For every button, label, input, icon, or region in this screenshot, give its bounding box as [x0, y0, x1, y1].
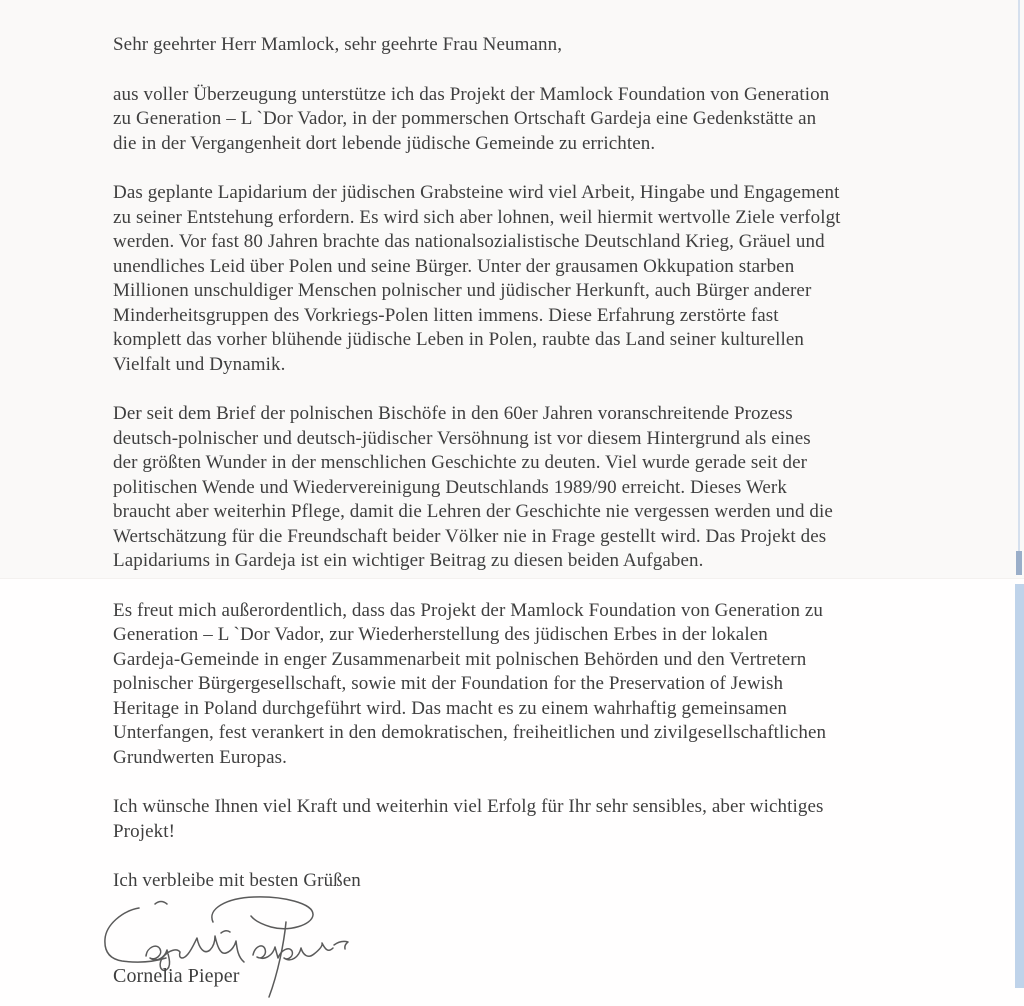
closing-line: Ich verbleibe mit besten Grüßen [113, 870, 361, 891]
body-line: Gardeja-Gemeinde in enger Zusammenarbeit mit polnischen Behörden und den Vertretern [113, 648, 807, 670]
body-line: zu seiner Entstehung erfordern. Es wird sich aber lohnen, weil hiermit wertvolle Ziele verfolgt [113, 206, 841, 228]
body-line: braucht aber weiterhin Pflege, damit die Lehren der Geschichte nie vergessen werden und die [113, 501, 833, 522]
body-line: Das geplante Lapidarium der jüdischen Grabsteine wird viel Arbeit, Hingabe und Engagement [113, 182, 840, 203]
salutation-line: Sehr geehrter Herr Mamlock, sehr geehrte Frau Neumann, [113, 34, 563, 55]
body-line: Lapidariums in Gardeja ist ein wichtiger Beitrag zu diesen beiden Aufgaben. [113, 550, 704, 571]
body-line: komplett das vorher blühende jüdische Leben in Polen, raubte das Land seiner kulturellen [113, 329, 805, 350]
closing-formula [113, 869, 928, 894]
paragraph-wunsch [113, 795, 928, 844]
body-line: unendliches Leid über Polen und seine Bürger. Unter der grausamen Okkupation starben [113, 255, 795, 277]
body-line: Wertschätzung für die Freundschaft beider Völker nie in Frage gestellt wird. Das Projekt des [113, 525, 827, 547]
body-line: die in der Vergangenheit dort lebende jüdische Gemeinde zu errichten. [113, 132, 656, 154]
scan-edge-line [1018, 0, 1020, 575]
body-line: polnischer Bürgergesellschaft, sowie mit der Foundation for the Preservation of Jewish [113, 673, 784, 694]
body-line: Unterfangen, fest verankert in den demokratischen, freiheitlichen und zivilgesellschaftlichen [113, 722, 827, 743]
body-line: Minderheitsgruppen des Vorkriegs-Polen litten immens. Diese Erfahrung zerstörte fast [113, 304, 779, 326]
signer-printed-name: Cornelia Pieper [113, 965, 240, 987]
body-line: politischen Wende und Wiedervereinigung Deutschlands 1989/90 erreicht. Dieses Werk [113, 476, 787, 498]
scan-edge-bar [1016, 551, 1022, 575]
body-line: Der seit dem Brief der polnischen Bischöfe in den 60er Jahren voranschreitende Prozess [113, 403, 793, 424]
body-line: Grundwerten Europas. [113, 746, 288, 768]
paragraph-versoehnung [113, 402, 928, 574]
body-line: deutsch-polnischer und deutsch-jüdischer Versöhnung ist vor diesem Hintergrund als eines [113, 427, 811, 449]
body-line: Heritage in Poland durchgeführt wird. Das macht es zu einem wahrhaftig gemeinsamen [113, 697, 788, 719]
body-line: aus voller Überzeugung unterstütze ich das Projekt der Mamlock Foundation von Generation [113, 83, 830, 105]
body-line: Es freut mich außerordentlich, dass das Projekt der Mamlock Foundation von Generation zu [113, 599, 824, 621]
handwritten-signature-icon [85, 893, 365, 1006]
body-line: werden. Vor fast 80 Jahren brachte das nationalsozialistische Deutschland Krieg, Gräuel und [113, 231, 825, 252]
body-line: Ich wünsche Ihnen viel Kraft und weiterhin viel Erfolg für Ihr sehr sensibles, aber wichtiges [113, 796, 824, 817]
body-line: Vielfalt und Dynamik. [113, 353, 286, 375]
paragraph-zusammenarbeit [113, 599, 928, 771]
signature-block [0, 893, 1024, 1006]
letter-body [113, 0, 928, 919]
body-line: Millionen unschuldiger Menschen polnischer und jüdischer Herkunft, auch Bürger anderer [113, 280, 812, 301]
body-line: Projekt! [113, 820, 176, 842]
body-line: der größten Wunder in der menschlichen Geschichte zu deuten. Viel wurde gerade seit der [113, 452, 808, 473]
salutation [113, 33, 928, 58]
paragraph-lapidarium [113, 181, 928, 377]
body-line: Generation – L `Dor Vador, zur Wiederherstellung des jüdischen Erbes in der lokalen [113, 624, 768, 645]
body-line: zu Generation – L `Dor Vador, in der pommerschen Ortschaft Gardeja eine Gedenkstätte an [113, 108, 817, 129]
paragraph-support [113, 83, 928, 157]
